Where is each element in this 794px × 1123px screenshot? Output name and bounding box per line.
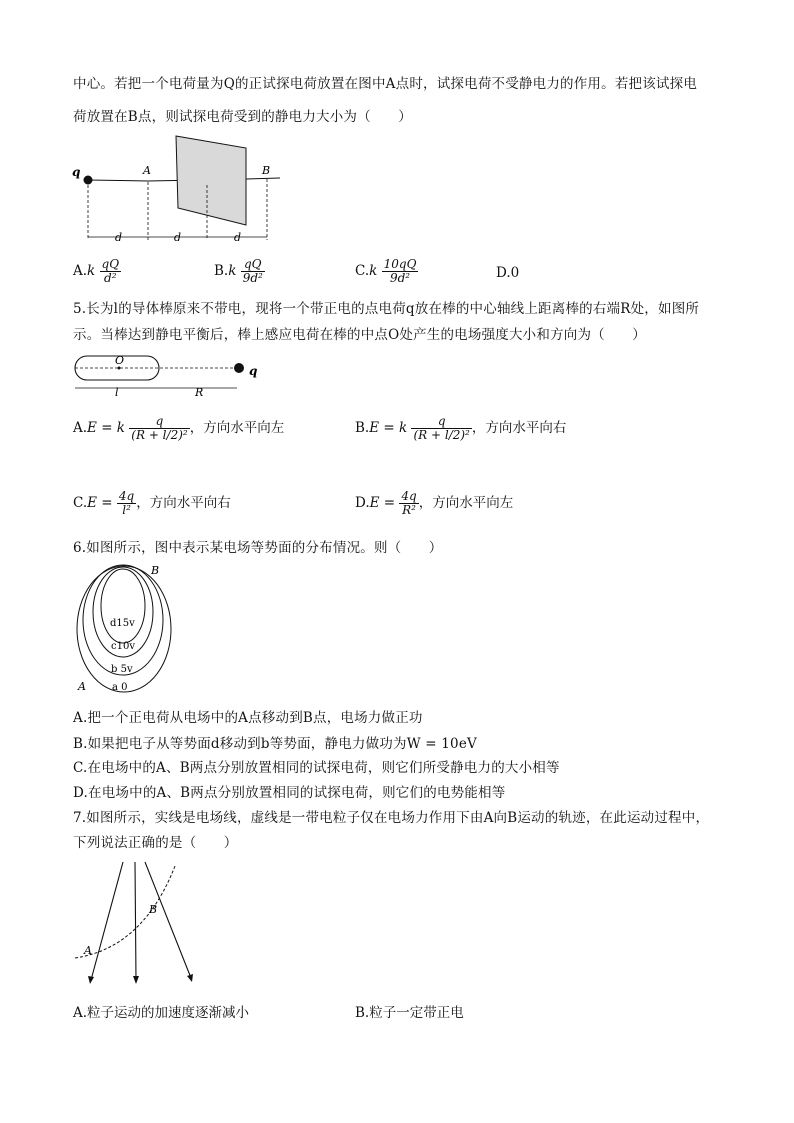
q7-figure: [73, 858, 193, 988]
q5-stem-line1: 5.长为l的导体棒原来不带电，现将一个带正电的点电荷q放在棒的中心轴线上距离棒的右端R处，如图所: [73, 301, 700, 317]
label-A: A: [78, 680, 86, 693]
label-b: b 5v: [111, 664, 133, 675]
q7-stem-line1: 7.如图所示，实线是电场线，虚线是一带电粒子仅在电场力作用下由A向B运动的轨迹，在此运动过程中，: [73, 810, 710, 826]
label-d: d15v: [110, 618, 135, 629]
equipotential-d: [101, 569, 145, 643]
q5-stem-line2: 示。当棒达到静电平衡后，棒上感应电荷在棒的中点O处产生的电场强度大小和方向为（ ）: [73, 327, 646, 343]
label-R: R: [195, 386, 204, 399]
field-line-left: [91, 862, 123, 980]
q6-option-a: A.把一个正电荷从电场中的A点移动到B点，电场力做正功: [73, 710, 423, 726]
arrow-middle: [133, 976, 139, 984]
q5-option-d: D.E = $\frac{4q}{\text{R²}}$ ，方向水平向左: [355, 489, 514, 518]
field-line-right: [145, 862, 191, 978]
label-B: B: [151, 564, 160, 577]
q5-figure: [73, 350, 273, 400]
label-q: q: [72, 165, 81, 179]
q5-option-c: C.E = $\frac{4q}{\text{l²}}$ ，方向水平向右: [73, 489, 231, 518]
q6-option-d: D.在电场中的A、B两点分别放置相同的试探电荷，则它们的电势能相等: [73, 785, 506, 801]
q4-option-b: B.k $\frac{qQ}{\text{9d²}}$: [214, 257, 263, 286]
q5-option-b: B.E = k $\frac{q}{\text{(R + l/2)²}}$ ，方向水平向右: [355, 414, 567, 443]
label-A: A: [143, 164, 151, 177]
q4-stem-line1: 中心。若把一个电荷量为Q的正试探电荷放置在图中A点时，试探电荷不受静电力的作用。若把该试探电: [73, 76, 698, 92]
label-l: l: [115, 386, 119, 399]
label-A: A: [84, 944, 92, 957]
label-B: B: [262, 164, 271, 177]
dim-d2: d: [174, 231, 182, 244]
q4-option-c: C.k $\frac{10qQ}{\text{9d²}}$: [355, 257, 417, 286]
q4-option-d: D.0: [496, 265, 520, 281]
q6-stem: 6.如图所示，图中表示某电场等势面的分布情况。则（ ）: [73, 540, 443, 556]
q7-stem-line2: 下列说法正确的是（ ）: [73, 835, 238, 851]
label-q: q: [249, 364, 258, 378]
arrow-right: [187, 974, 193, 982]
q6-option-c: C.在电场中的A、B两点分别放置相同的试探电荷，则它们所受静电力的大小相等: [73, 760, 560, 776]
dim-d1: d: [115, 231, 123, 244]
label-c: c10v: [111, 641, 135, 652]
field-line-middle: [135, 862, 136, 980]
q5-option-a: A.E = k $\frac{q}{\text{(R + l/2)²}}$ ，方向水平向左: [73, 414, 285, 443]
q6-option-b: B.如果把电子从等势面d移动到b等势面，静电力做功为W = 10eV: [73, 736, 477, 752]
q7-option-a: A.粒子运动的加速度逐渐减小: [73, 1005, 250, 1021]
point-charge-q: [234, 363, 244, 373]
label-O: O: [115, 354, 125, 367]
q7-option-b: B.粒子一定带正电: [355, 1005, 464, 1021]
axis-line-right: [246, 178, 280, 179]
conducting-plate: [176, 136, 246, 225]
label-a: a 0: [112, 682, 128, 693]
dim-d3: d: [234, 231, 242, 244]
q4-stem-line2: 荷放置在B点，则试探电荷受到的静电力大小为（ ）: [73, 109, 412, 125]
q6-figure: [73, 560, 183, 700]
q4-figure: [70, 130, 290, 250]
arrow-left: [88, 976, 94, 984]
q4-option-a: A.k $\frac{qQ}{\text{d²}}$: [73, 257, 120, 286]
label-B: B: [149, 903, 158, 916]
